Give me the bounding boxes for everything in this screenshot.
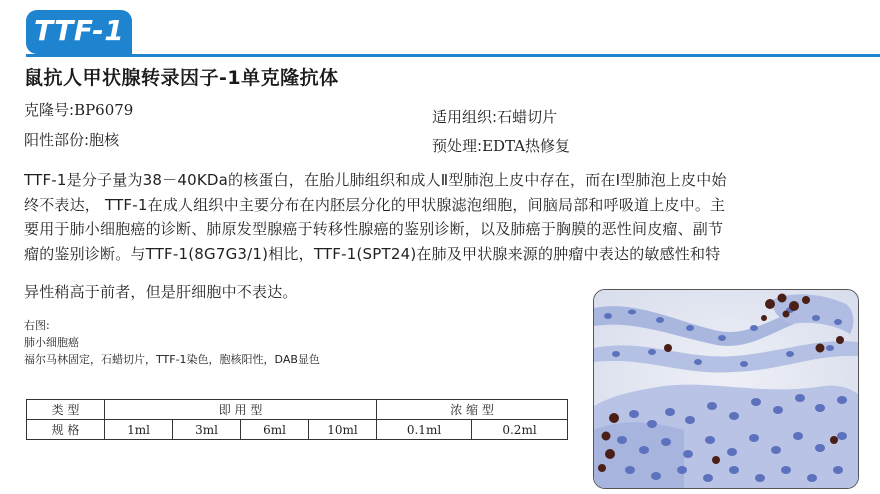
description-paragraph bbox=[24, 168, 864, 266]
tab-label: TTF-1 bbox=[34, 14, 125, 47]
tissue-value: 石蜡切片 bbox=[497, 108, 558, 126]
pretreatment bbox=[432, 135, 570, 156]
micrograph-svg bbox=[594, 290, 858, 488]
caption-line: 福尔马林固定，石蜡切片，TTF-1染色，胞核阳性，DAB显色 bbox=[24, 353, 320, 366]
concentrate-header: 浓 缩 型 bbox=[377, 400, 568, 420]
clone-value: BP6079 bbox=[74, 101, 134, 119]
applicable-tissue bbox=[432, 106, 557, 127]
description-line: TTF-1是分子量为38－40KDa的核蛋白，在胎儿肺组织和成人Ⅱ型肺泡上皮中存在，而在Ⅰ型肺泡上皮中始 bbox=[24, 171, 727, 189]
pretreat-value: EDTA热修复 bbox=[482, 137, 571, 155]
caption-line: 右图: bbox=[24, 319, 50, 332]
table-row bbox=[27, 420, 568, 440]
description-line: 要用于肺小细胞癌的诊断、肺原发型腺癌于转移性腺癌的鉴别诊断，以及肺癌于胸膜的恶性间皮瘤、副节 bbox=[24, 220, 724, 238]
ready-to-use-header: 即 用 型 bbox=[105, 400, 377, 420]
header-rule bbox=[26, 54, 880, 57]
description-line: 异性稍高于前者，但是肝细胞中不表达。 bbox=[24, 283, 298, 301]
size-cell: 10ml bbox=[309, 420, 377, 440]
positive-value: 胞核 bbox=[89, 131, 120, 149]
description-line: 终不表达， TTF-1在成人组织中主要分布在内胚层分化的甲状腺滤泡细胞，间脑局部和呼吸道上皮中。主 bbox=[24, 195, 726, 214]
size-cell: 0.2ml bbox=[472, 420, 568, 440]
micrograph-image bbox=[593, 289, 859, 489]
clone-label: 克隆号: bbox=[24, 101, 75, 119]
size-cell: 0.1ml bbox=[377, 420, 472, 440]
size-cell: 6ml bbox=[241, 420, 309, 440]
size-cell: 1ml bbox=[105, 420, 173, 440]
description-line: 瘤的鉴别诊断。与TTF-1(8G7G3/1)相比，TTF-1(SPT24)在肺及甲状腺来源的肿瘤中表达的敏感性和特 bbox=[24, 244, 721, 263]
positive-label: 阳性部份: bbox=[24, 131, 90, 149]
page-title: 鼠抗人甲状腺转录因子-1单克隆抗体 bbox=[24, 67, 339, 89]
type-header: 类 型 bbox=[27, 400, 105, 420]
spec-row-label: 规 格 bbox=[27, 420, 105, 440]
spec-table bbox=[26, 399, 568, 440]
caption-line: 肺小细胞癌 bbox=[24, 336, 79, 349]
table-row bbox=[27, 400, 568, 420]
pretreat-label: 预处理: bbox=[432, 137, 483, 155]
clone-number bbox=[24, 99, 133, 120]
size-cell: 3ml bbox=[173, 420, 241, 440]
tissue-label: 适用组织: bbox=[432, 108, 498, 126]
positive-site bbox=[24, 129, 119, 150]
